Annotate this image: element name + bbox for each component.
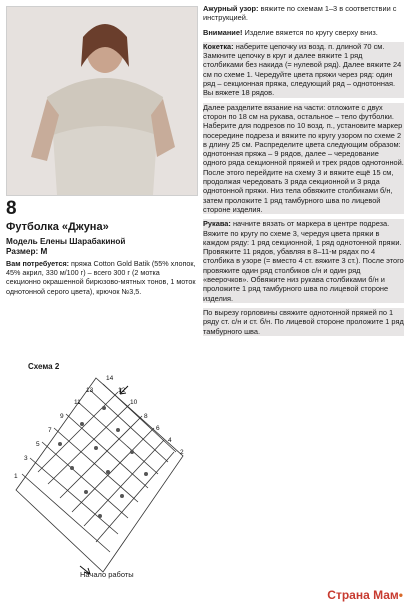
model-photo-illustration (7, 7, 197, 195)
row-number: 4 (168, 437, 172, 444)
instruction-text: наберите цепочку из возд. п. длиной 70 см. Замкните цепочку в круг и далее вяжите 1 ряд столбиками без накида (= нулевой ряд). Далее вяжите 24 см по схеме 1. Чередуйте цвета пряжи через ряд: один ряд – секционная пряжа, следующий ряд – однотонная. Вы вяжете 18 рядов. (203, 41, 402, 98)
row-number: 12 (118, 387, 126, 394)
pattern-materials (6, 259, 196, 296)
instructions-column (203, 4, 404, 341)
pattern-title: Футболка «Джуна» (6, 221, 109, 233)
pattern-size: Размер: М (6, 247, 48, 256)
pattern-model: Модель Елены Шарабакиной (6, 237, 126, 246)
row-number: 1 (14, 473, 18, 480)
instruction-neckline (203, 308, 404, 336)
row-number: 9 (60, 413, 64, 420)
diagram-chart (8, 372, 196, 577)
row-number: 6 (156, 425, 160, 432)
pattern-header (6, 198, 196, 296)
instruction-text: Далее разделите вязание на части: отложите с двух сторон по 18 см на рукава, остальное – тело футболки. Наберите для подрезов по 10 возд. п., установите маркер посередине подреза и вяжите по кругу узором по схеме 2 в длину 25 см. Распределите цвета следующим образом: однотонная пряжа – 9 рядов, далее – чередование одного ряда секционной пряжей и трех рядов однотонной. После этого перейдите на схему 3 и вяжите ещё 15 см, продолжая чередовать 3 ряда секционной и 3 ряда однотонной пряжи. Низ тела обвяжите столбиками б/н, затем проложите 1 ряд тамбурного шва по лицевой стороне изделия. (203, 102, 404, 214)
instruction-text: начните вязать от маркера в центре подреза. Вяжите по кругу по схеме 3, чередуя цвета пряжи в каждом ряду: 1 ряд секционной, 1 ряд однотонной пряжи. Провяжите 11 рядов, убавляя в 8–11-м рядах по 4 столбика в узоре (= вместо 4 ст. вяжите 3 ст.). После этого провяжите один ряд столбиков с/н и один ряд «веерочков». Обвяжите низ рукава столбиками б/н и проложите 1 ряд тамбурного шва по лицевой стороне изделия. (203, 219, 404, 303)
instruction-text: Изделие вяжется по кругу сверху вниз. (244, 27, 378, 37)
row-number: 5 (36, 441, 40, 448)
instruction-label: Ажурный узор: (203, 4, 259, 13)
row-number: 3 (24, 455, 28, 462)
instruction-openwork (203, 4, 404, 23)
row-number: 8 (144, 413, 148, 420)
row-number: 13 (86, 387, 94, 394)
instruction-sleeves (203, 219, 404, 303)
instruction-yoke (203, 42, 404, 98)
start-label: Начало работы (80, 570, 134, 579)
instruction-text: вяжите по схемам 1–3 в соответствии с инструкцией. (203, 4, 397, 23)
pattern-number: 8 (6, 198, 17, 219)
row-number: 10 (130, 399, 138, 406)
site-watermark (327, 588, 403, 602)
instruction-attention (203, 28, 404, 37)
instruction-label: Кокетка: (203, 41, 234, 51)
diagram-title: Схема 2 (28, 362, 60, 371)
instruction-label: Внимание! (203, 27, 243, 37)
row-number: 2 (180, 449, 184, 456)
row-number: 11 (74, 399, 81, 406)
crochet-diagram (8, 362, 196, 602)
watermark-dot: • (398, 588, 403, 602)
instruction-text: По вырезу горловины свяжите однотонной пряжей по 1 ряду ст. с/н и ст. б/н. По лицевой стороне проложите 1 ряд тамбурного шва. (203, 307, 404, 336)
materials-label: Вам потребуется: (6, 259, 70, 268)
model-photo (6, 6, 198, 196)
instruction-label: Рукава: (203, 219, 231, 229)
row-number: 14 (106, 375, 114, 382)
row-number: 7 (48, 427, 52, 434)
instruction-body (203, 103, 404, 215)
materials-text: пряжа Cotton Gold Batik (55% хлопок, 45% акрил, 330 м/100 г) – всего 300 г (2 мотка секционно окрашенной бирюзово-мятных тонов, 1 моток однотонной серого цвета), крючок №3,5. (6, 259, 196, 296)
watermark-text: Страна Мам (327, 588, 399, 602)
